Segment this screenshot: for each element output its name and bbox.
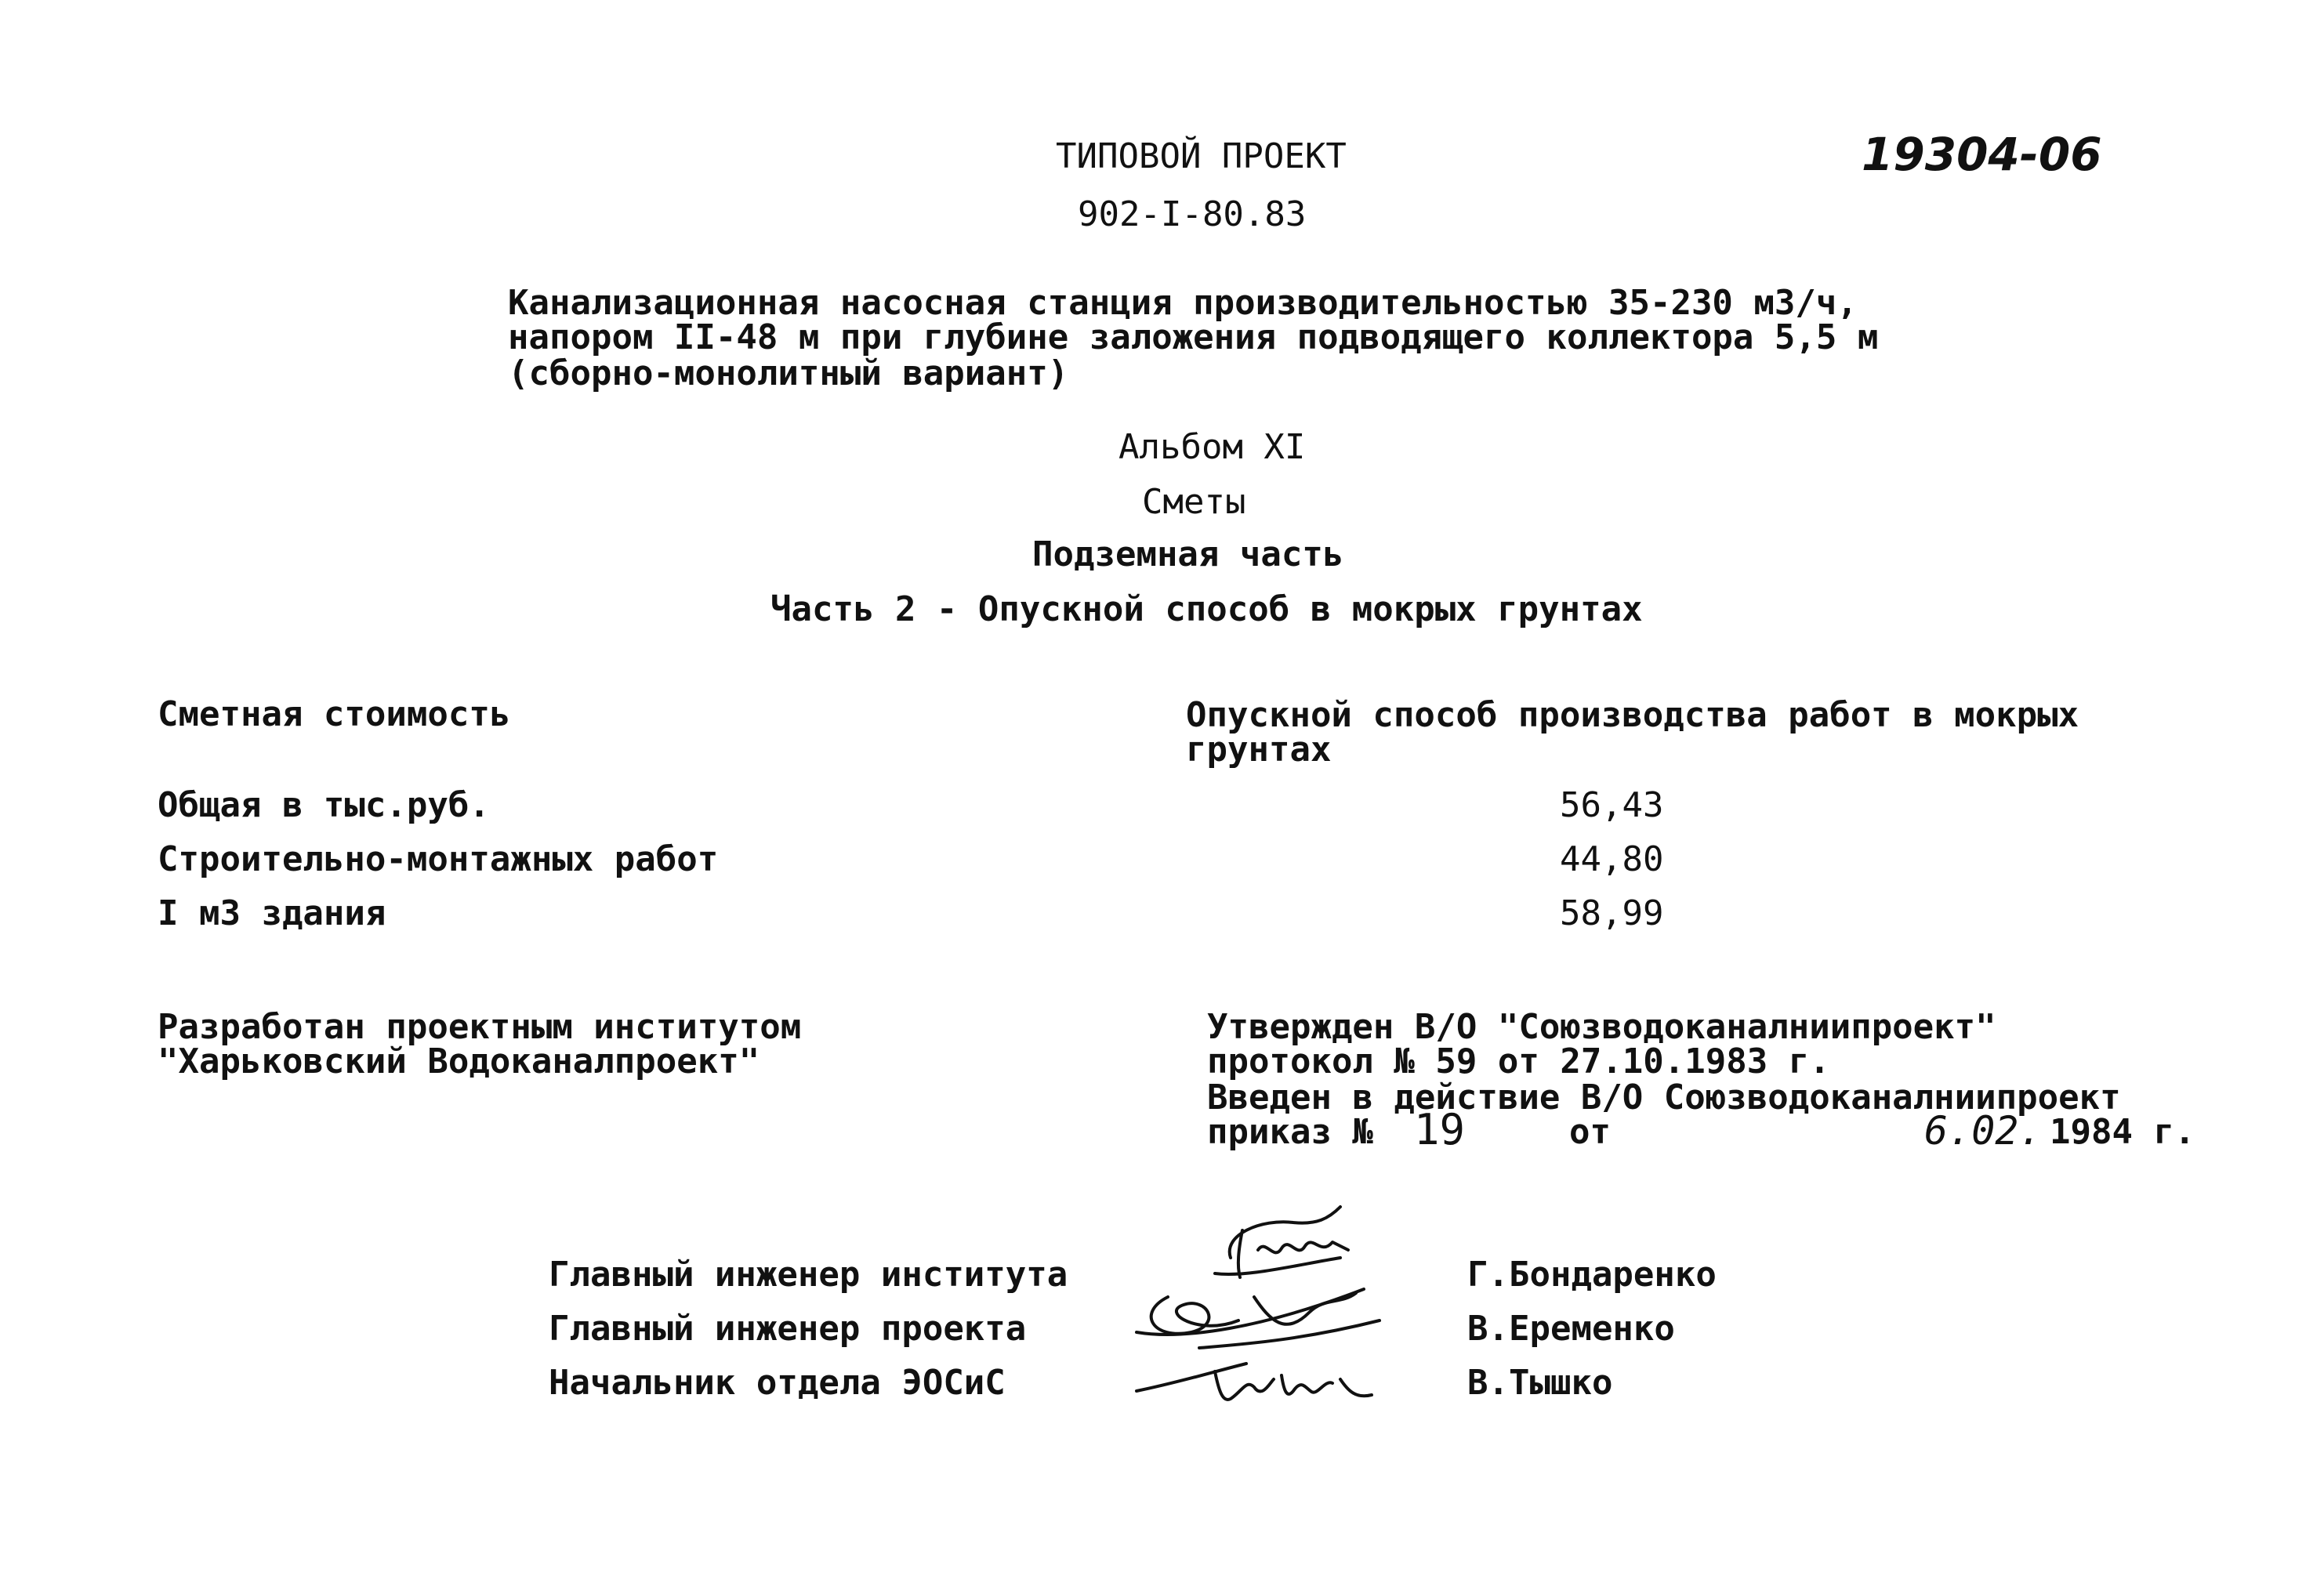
signature-position: Главный инженер института [549, 1255, 1068, 1295]
cost-row-label: Строительно-монтажных работ [158, 839, 719, 879]
signature-stroke-2 [1238, 1230, 1242, 1277]
document-type-title: ТИПОВОЙ ПРОЕКТ [1056, 136, 1347, 176]
approval-line-3: Введен в действие В/О Союзводоканалниипроект [1207, 1078, 2121, 1118]
description-line-1: Канализационная насосная станция производительностью 35-230 м3/ч, [508, 283, 1858, 323]
approval-line-1: Утвержден В/О "Союзводоканалниипроект" [1207, 1007, 1996, 1047]
cost-row-value: 56,43 [1560, 785, 1664, 825]
cost-row-value: 58,99 [1560, 893, 1664, 933]
order-prefix: приказ № [1207, 1112, 1373, 1152]
order-number-handwritten: 19 [1414, 1105, 1466, 1154]
signature-stroke-10 [1215, 1371, 1274, 1400]
signature-stroke-4 [1215, 1258, 1340, 1274]
description-line-2: напором II-48 м при глубине заложения подводящего коллектора 5,5 м [508, 317, 1879, 357]
signatory-name: В.Тышко [1467, 1363, 1613, 1403]
cost-header-value-line-2: грунтах [1186, 730, 1332, 770]
signatory-name: Г.Бондаренко [1467, 1255, 1717, 1295]
description-line-3: (сборно-монолитный вариант) [508, 353, 1069, 393]
signature-stroke-3 [1258, 1242, 1348, 1252]
project-number: 902-I-80.83 [1078, 194, 1307, 234]
signatory-name: В.Еременко [1467, 1309, 1675, 1349]
signature-stroke-1 [1230, 1207, 1340, 1258]
developer-line-2: "Харьковский Водоканалпроект" [158, 1041, 760, 1081]
signature-stroke-9 [1137, 1364, 1246, 1391]
developer-line-1: Разработан проектным институтом [158, 1007, 802, 1047]
signature-stroke-6 [1137, 1289, 1364, 1335]
signature-position: Начальник отдела ЭОСиС [549, 1363, 1006, 1403]
inventory-number: 19304-06 [1862, 128, 2102, 181]
signature-stroke-12 [1340, 1379, 1372, 1396]
album-part: Часть 2 - Опускной способ в мокрых грунтах [770, 589, 1643, 629]
cost-row-value: 44,80 [1560, 839, 1664, 879]
signature-position: Главный инженер проекта [549, 1309, 1027, 1349]
cost-row-label: Общая в тыс.руб. [158, 785, 490, 825]
album-subtitle: Сметы [1142, 482, 1246, 522]
album-section: Подземная часть [1032, 534, 1344, 574]
cost-row-label: I м3 здания [158, 893, 386, 933]
order-from: от [1569, 1112, 1611, 1152]
cost-header-value-line-1: Опускной способ производства работ в мокрых [1186, 695, 2079, 735]
approval-line-2: протокол № 59 от 27.10.1983 г. [1207, 1041, 1830, 1081]
order-date-handwritten: 6.02. [1924, 1108, 2043, 1154]
handwritten-signatures [1105, 1203, 1442, 1422]
signature-stroke-11 [1282, 1375, 1332, 1394]
cost-header-label: Сметная стоимость [158, 694, 511, 734]
order-date-printed: 1984 г. [2050, 1112, 2195, 1152]
album-title: Альбом XI [1118, 427, 1306, 467]
